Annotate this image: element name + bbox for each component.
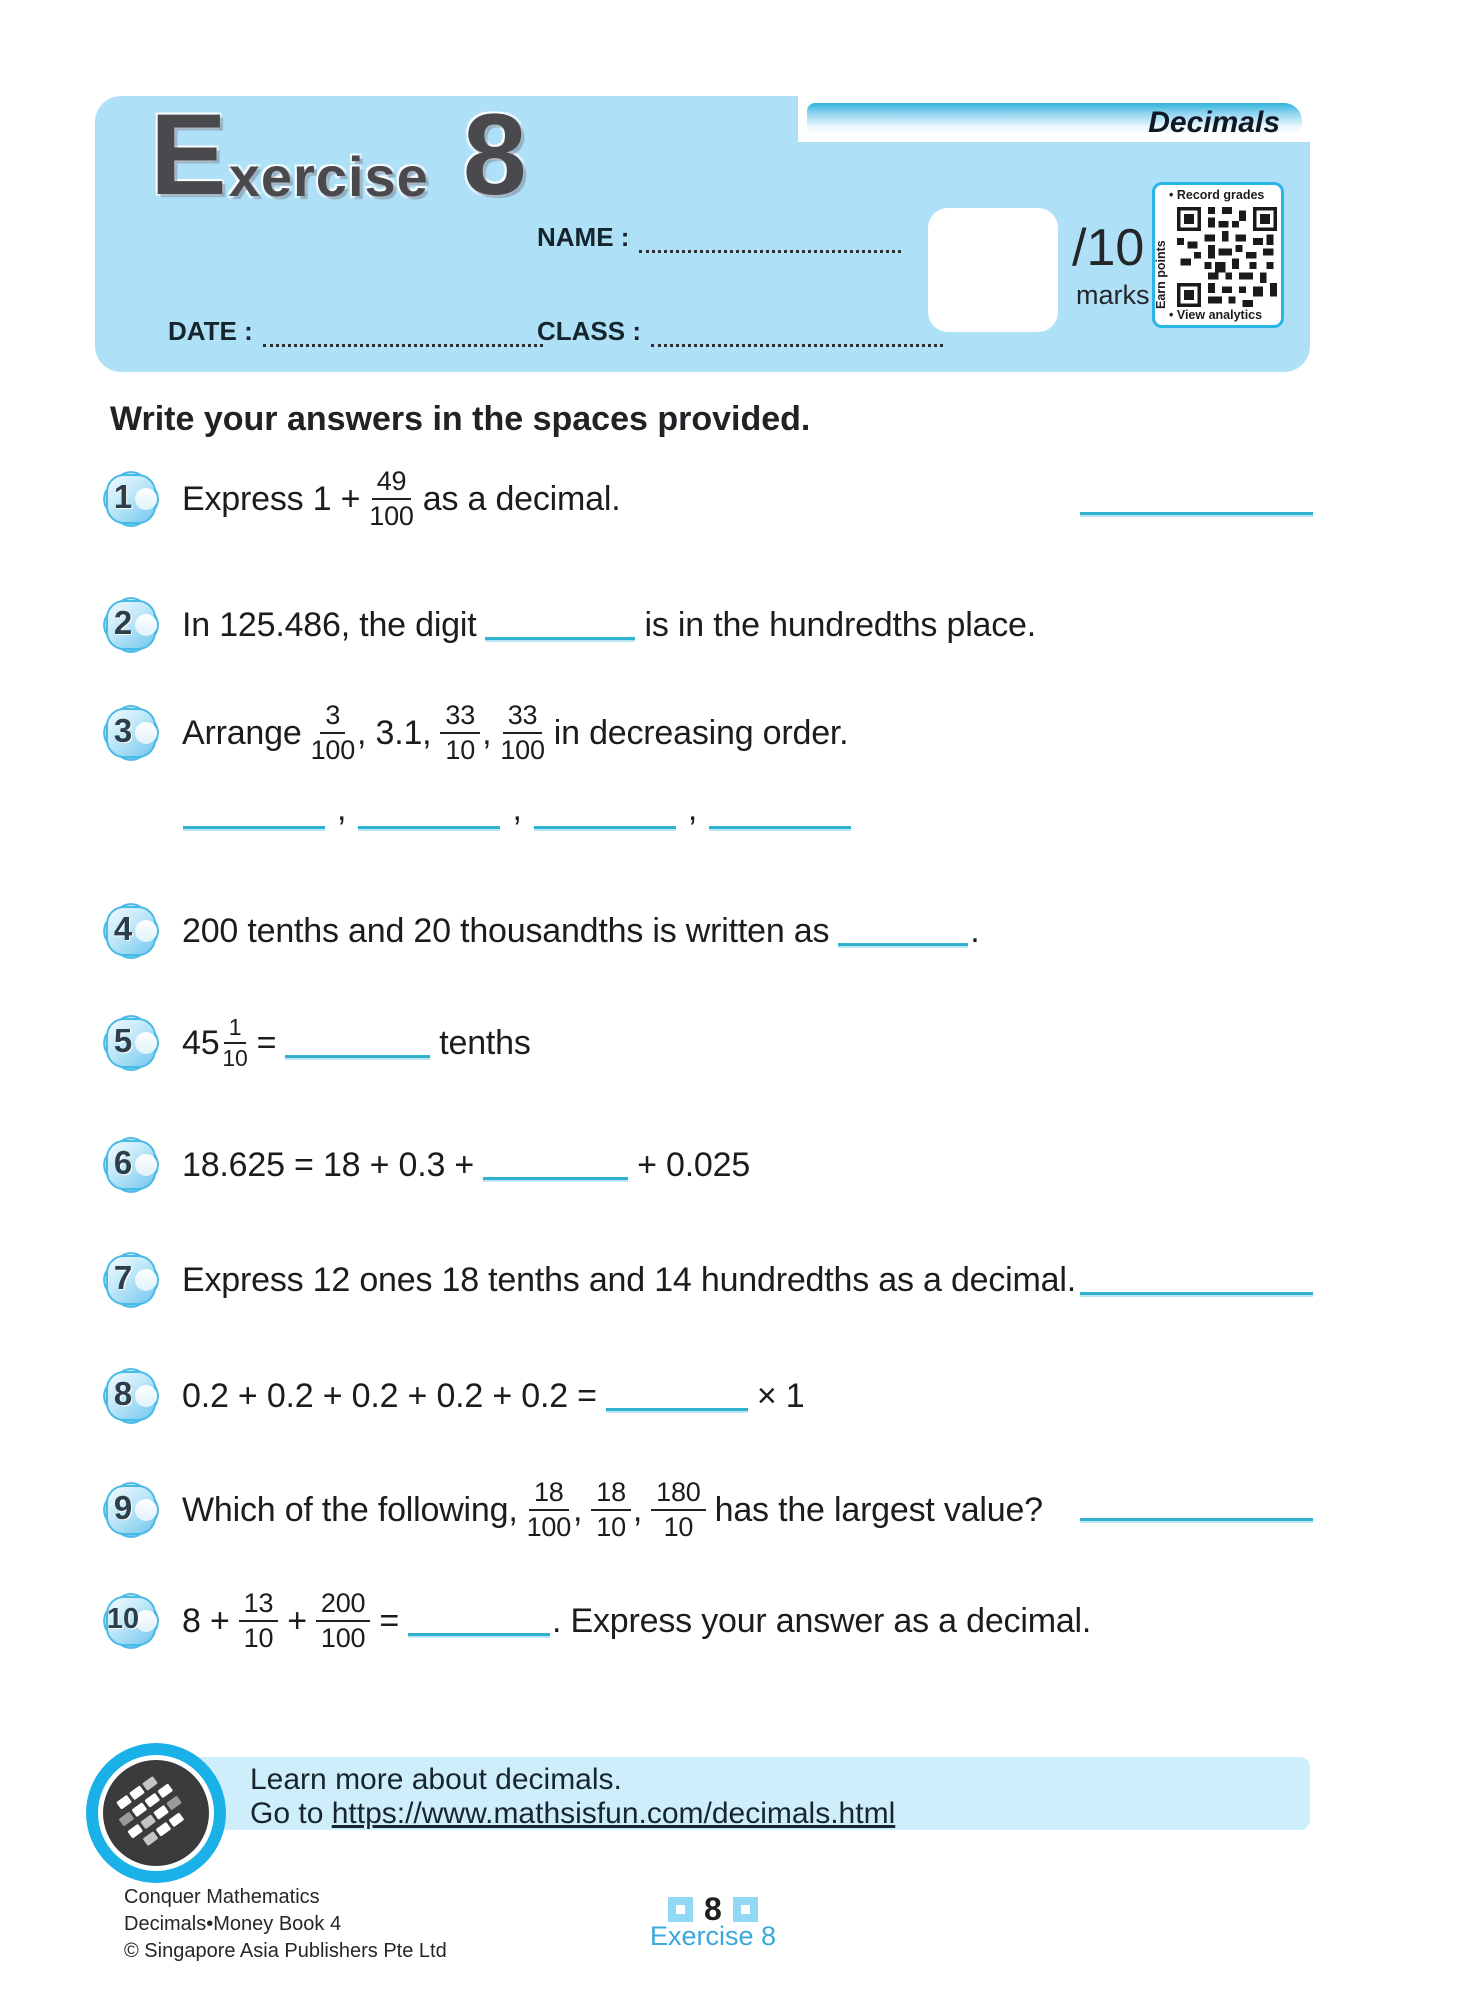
learn-more-text: Learn more about decimals. xyxy=(250,1763,622,1796)
question-10-number: 10 xyxy=(106,1602,140,1635)
question-1-answer-line[interactable] xyxy=(1080,512,1313,515)
qr-code-icon xyxy=(1177,205,1277,309)
question-6-badge xyxy=(98,1132,164,1198)
question-3-answer-blank-2[interactable] xyxy=(358,796,500,829)
fraction-49-100: $\frac{49}{100}$ xyxy=(369,466,414,531)
date-field xyxy=(168,316,543,347)
comma-separator: , xyxy=(512,790,522,828)
question-2-text: In 125.486, the digit xyxy=(182,605,477,644)
question-1-number: 1 xyxy=(113,478,133,515)
title-rest: xercise xyxy=(228,144,429,208)
question-3-answer-row xyxy=(183,790,851,829)
fraction-18-10: $\frac{18}{10}$ xyxy=(591,1479,631,1541)
question-10 xyxy=(98,1588,1091,1654)
question-9-answer-line[interactable] xyxy=(1080,1518,1313,1521)
question-4-text: 200 tenths and 20 thousandths is written as xyxy=(182,911,830,950)
fraction-180-10: $\frac{180}{10}$ xyxy=(651,1479,705,1541)
question-7-number: 7 xyxy=(113,1259,133,1296)
question-8 xyxy=(98,1363,804,1429)
question-10-badge xyxy=(98,1588,164,1654)
question-5-answer-blank[interactable] xyxy=(285,1029,430,1058)
mixed-number-45-1-10 xyxy=(182,1016,248,1070)
question-5 xyxy=(98,1010,531,1076)
question-3-number: 3 xyxy=(113,712,133,749)
class-field xyxy=(537,316,943,347)
question-9 xyxy=(98,1477,1043,1543)
question-8-text-2: × 1 xyxy=(756,1376,805,1415)
fraction-33-10: $\frac{33}{10}$ xyxy=(440,702,480,764)
question-9-text: Which of the following, xyxy=(182,1490,518,1529)
qr-label-record-grades: • Record grades xyxy=(1169,188,1265,202)
name-input-line[interactable] xyxy=(639,224,901,253)
question-4-answer-blank[interactable] xyxy=(838,917,968,946)
qr-label-earn-points: Earn points xyxy=(1154,240,1168,309)
score-total: /10 xyxy=(1072,219,1145,277)
page-number-ornament-icon xyxy=(668,1897,693,1922)
question-4-number: 4 xyxy=(113,910,133,947)
question-10-plus: + xyxy=(287,1601,307,1640)
question-4 xyxy=(98,898,980,964)
learn-more-link-line xyxy=(250,1797,895,1831)
date-label: DATE : xyxy=(168,316,253,346)
question-2-text-2: is in the hundredths place. xyxy=(644,605,1037,644)
fraction-200-100: $\frac{200}{100}$ xyxy=(316,1590,370,1652)
question-6-number: 6 xyxy=(113,1144,133,1181)
question-10-equals: = xyxy=(379,1601,400,1640)
question-3-text-3: , xyxy=(482,713,492,752)
question-1-text-2: as a decimal. xyxy=(422,479,621,518)
question-7 xyxy=(98,1247,1076,1313)
chapter-tab-label: Decimals xyxy=(1148,105,1280,139)
title-number: 8 xyxy=(462,91,527,219)
qr-label-view-analytics: • View analytics xyxy=(1169,308,1263,322)
question-3-text-4: in decreasing order. xyxy=(553,713,849,752)
question-3-answer-blank-3[interactable] xyxy=(534,796,676,829)
fraction-1-10: $\frac{1}{10}$ xyxy=(222,1014,248,1071)
name-label: NAME : xyxy=(537,222,630,252)
page-exercise-label: Exercise 8 xyxy=(649,1921,777,1951)
question-4-badge xyxy=(98,898,164,964)
question-8-answer-blank[interactable] xyxy=(606,1382,748,1411)
instruction-text: Write your answers in the spaces provided. xyxy=(110,400,811,438)
fraction-18-100: $\frac{18}{100}$ xyxy=(526,1477,572,1542)
question-9-text-2: , xyxy=(573,1490,583,1529)
question-2-answer-blank[interactable] xyxy=(485,611,635,640)
date-input-line[interactable] xyxy=(263,318,543,347)
score-box[interactable] xyxy=(928,208,1058,332)
question-8-number: 8 xyxy=(113,1375,133,1412)
go-to-text: Go to xyxy=(250,1797,332,1830)
question-9-number: 9 xyxy=(113,1489,133,1526)
question-9-text-4: has the largest value? xyxy=(714,1490,1043,1529)
question-1 xyxy=(98,466,620,532)
page-number-ornament-icon xyxy=(733,1897,758,1922)
name-field xyxy=(537,222,901,253)
publisher-logo-icon xyxy=(86,1743,226,1883)
question-5-equals: = xyxy=(256,1023,277,1062)
question-3-answer-blank-1[interactable] xyxy=(183,796,325,829)
imprint-series: Conquer Mathematics xyxy=(124,1886,320,1908)
question-7-badge xyxy=(98,1247,164,1313)
question-2-number: 2 xyxy=(113,604,133,641)
question-3-text-2: , 3.1, xyxy=(357,713,432,752)
question-2 xyxy=(98,592,1036,658)
decimals-link[interactable]: https://www.mathsisfun.com/decimals.html xyxy=(331,1797,896,1830)
class-label: CLASS : xyxy=(537,316,641,346)
comma-separator: , xyxy=(337,790,347,828)
question-4-text-2: . xyxy=(970,911,980,950)
question-3 xyxy=(98,700,848,766)
question-1-text: Express 1 + xyxy=(182,479,361,518)
question-10-answer-blank[interactable] xyxy=(408,1607,550,1636)
comma-separator: , xyxy=(687,790,698,828)
fraction-13-10: $\frac{13}{10}$ xyxy=(239,1590,279,1652)
question-5-whole-number: 45 xyxy=(182,1023,220,1062)
question-8-badge xyxy=(98,1363,164,1429)
question-2-badge xyxy=(98,592,164,658)
question-9-text-3: , xyxy=(632,1490,643,1529)
page-title xyxy=(150,91,527,219)
chapter-tab xyxy=(807,103,1302,142)
question-3-text: Arrange xyxy=(182,713,302,752)
question-6-answer-blank[interactable] xyxy=(483,1151,628,1180)
question-5-number: 5 xyxy=(113,1022,133,1059)
question-9-badge xyxy=(98,1477,164,1543)
question-3-answer-blank-4[interactable] xyxy=(709,796,851,829)
question-5-badge xyxy=(98,1010,164,1076)
score-unit: marks xyxy=(1076,280,1150,310)
qr-panel xyxy=(1152,182,1284,328)
question-3-badge xyxy=(98,700,164,766)
question-5-text-2: tenths xyxy=(439,1023,531,1062)
question-10-text: 8 + xyxy=(182,1601,230,1640)
question-7-text: Express 12 ones 18 tenths and 14 hundredths as a decimal. xyxy=(182,1260,1076,1299)
class-input-line[interactable] xyxy=(651,318,943,347)
fraction-3-100: $\frac{3}{100}$ xyxy=(310,700,356,765)
question-7-answer-line[interactable] xyxy=(1080,1292,1313,1295)
question-6-text-2: + 0.025 xyxy=(637,1145,751,1184)
question-10-text-2: . Express your answer as a decimal. xyxy=(552,1601,1092,1640)
question-6-text: 18.625 = 18 + 0.3 + xyxy=(182,1145,475,1184)
title-initial: E xyxy=(150,91,227,219)
fraction-33-100: $\frac{33}{100}$ xyxy=(500,700,545,765)
question-6 xyxy=(98,1132,750,1198)
question-8-text: 0.2 + 0.2 + 0.2 + 0.2 + 0.2 = xyxy=(182,1376,597,1415)
imprint-book: Decimals•Money Book 4 xyxy=(124,1913,342,1935)
page-number: 8 xyxy=(704,1891,722,1927)
imprint-publisher: © Singapore Asia Publishers Pte Ltd xyxy=(124,1940,447,1962)
imprint-block xyxy=(124,1884,447,1965)
question-1-badge xyxy=(98,466,164,532)
